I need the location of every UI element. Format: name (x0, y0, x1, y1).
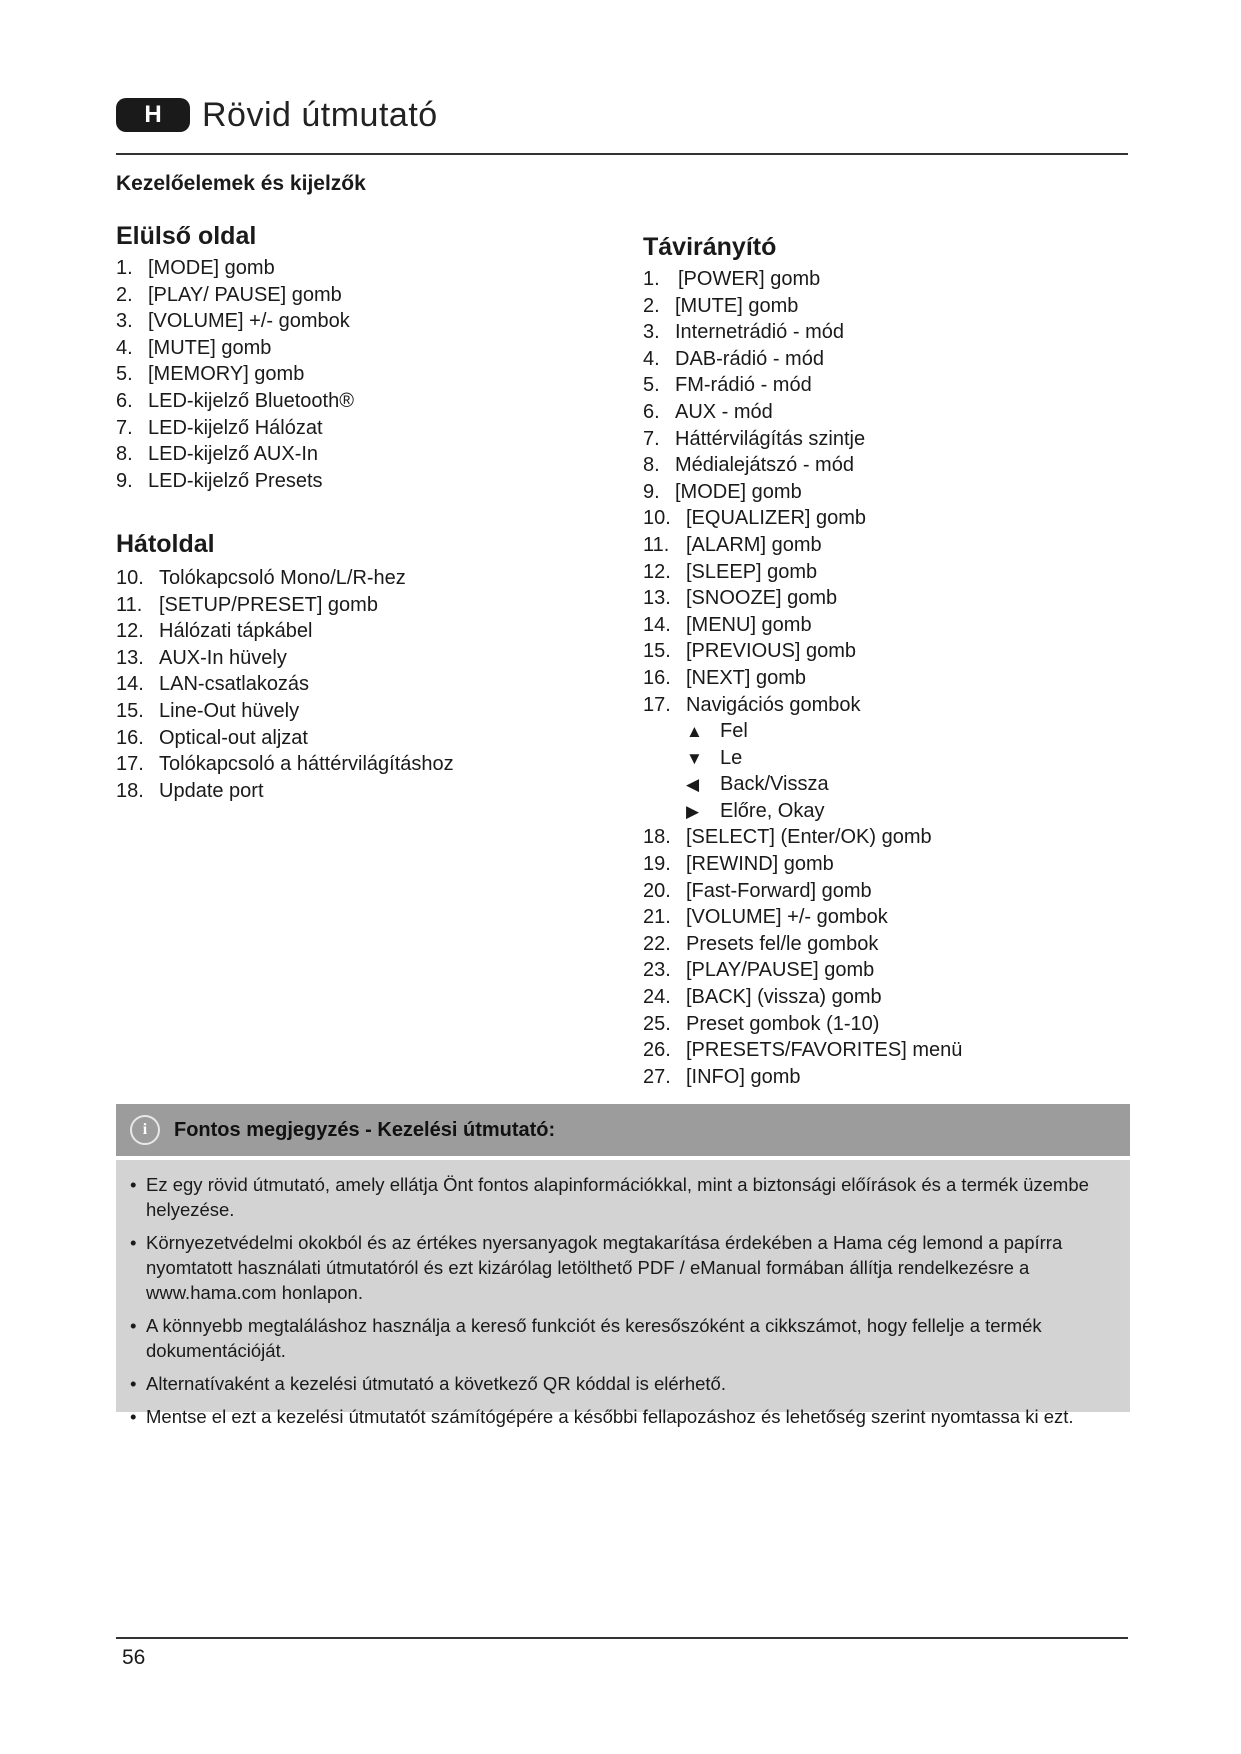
list-item: 9. [MODE] gomb (643, 480, 802, 503)
back-list (116, 565, 454, 804)
list-item: 10. [EQUALIZER] gomb (643, 507, 867, 530)
list-item: 6. LED-kijelző Bluetooth® (116, 389, 354, 412)
list-item: 16. Optical-out aljzat (116, 726, 308, 749)
list-item: 21. [VOLUME] +/- gombok (643, 906, 888, 929)
note-bullet: • Alternatívaként a kezelési útmutató a következő QR kóddal is elérhető. (130, 1371, 1116, 1396)
note-bullet: • Környezetvédelmi okokból és az értékes nyersanyagok megtakarítása érdekében a Hama cég lemond a papírra nyomtatott használati útmutatóról és ezt kizárólag letölthető PDF / eManual formában állítja rendelkezésre a www.hama.com honlapon. (130, 1230, 1116, 1305)
bottom-divider (116, 1637, 1128, 1639)
nav-sub-item: ▼ Le (643, 745, 962, 772)
list-item: 3. Internetrádió - mód (643, 321, 844, 344)
info-icon: i (130, 1115, 160, 1145)
nav-sub-item: ◀ Back/Vissza (643, 771, 962, 798)
nav-sub-item: ▶ Előre, Okay (643, 798, 962, 825)
list-item: 1. [POWER] gomb (643, 268, 821, 290)
note-bullet: • Ez egy rövid útmutató, amely ellátja Önt fontos alapinformációkkal, mint a biztonsági előírások és a termék üzembe helyezése. (130, 1172, 1116, 1222)
list-item: 20. [Fast-Forward] gomb (643, 879, 872, 902)
list-item: 6. AUX - mód (643, 400, 773, 423)
list-item: 8. Médialejátszó - mód (643, 454, 854, 477)
note-bullet: • Mentse el ezt a kezelési útmutatót számítógépére a későbbi fellapozáshoz és lehetőség szerint nyomtassa ki ezt. (130, 1404, 1116, 1429)
list-item: 26. [PRESETS/FAVORITES] menü (643, 1039, 963, 1062)
list-item: 18. [SELECT] (Enter/OK) gomb (643, 826, 932, 849)
remote-list (643, 266, 962, 1090)
arrow-left-icon: ◀ (686, 775, 700, 795)
remote-heading: Távirányító (643, 233, 777, 261)
list-item: 13. AUX-In hüvely (116, 646, 287, 669)
list-item: 18. Update port (116, 779, 264, 802)
note-title: Fontos megjegyzés - Kezelési útmutató: (174, 1118, 556, 1141)
list-item: 7. LED-kijelző Hálózat (116, 416, 323, 439)
remote-section (643, 233, 962, 1090)
page-header (116, 94, 438, 136)
page-title: Rövid útmutató (202, 95, 438, 134)
note-body (116, 1160, 1130, 1427)
list-item: 14. [MENU] gomb (643, 613, 812, 636)
list-item: 23. [PLAY/PAUSE] gomb (643, 959, 875, 982)
front-section (116, 222, 354, 494)
list-item: 24. [BACK] (vissza) gomb (643, 986, 882, 1009)
list-item: 8. LED-kijelző AUX-In (116, 443, 319, 466)
arrow-up-icon: ▲ (686, 722, 703, 742)
list-item: 15. [PREVIOUS] gomb (643, 640, 857, 663)
list-item: 10. Tolókapcsoló Mono/L/R-hez (116, 567, 406, 589)
language-badge: H (116, 98, 190, 132)
list-item: 25. Preset gombok (1-10) (643, 1012, 880, 1035)
list-item: 16. [NEXT] gomb (643, 666, 807, 689)
front-list (116, 255, 354, 494)
nav-sub-item: ▲ Fel (643, 718, 962, 745)
list-item: 2. [PLAY/ PAUSE] gomb (116, 283, 342, 306)
back-section (116, 530, 454, 804)
list-item: 3. [VOLUME] +/- gombok (116, 310, 350, 333)
note-bullets (130, 1172, 1116, 1429)
list-item: 11. [SETUP/PRESET] gomb (116, 593, 378, 616)
section-heading: Kezelőelemek és kijelzők (116, 172, 366, 195)
arrow-down-icon: ▼ (686, 748, 703, 768)
note-bullet: • A könnyebb megtaláláshoz használja a kereső funkciót és keresőszóként a cikkszámot, hogy fellelje a termék dokumentációját. (130, 1313, 1116, 1363)
list-item: 22. Presets fel/le gombok (643, 932, 879, 955)
list-item: 4. [MUTE] gomb (116, 336, 272, 359)
list-item: 15. Line-Out hüvely (116, 699, 300, 722)
list-item: 11. [ALARM] gomb (643, 533, 822, 556)
list-item: 27. [INFO] gomb (643, 1065, 801, 1088)
list-item: 14. LAN-csatlakozás (116, 673, 310, 696)
list-item: 17. Tolókapcsoló a háttérvilágításhoz (116, 753, 454, 776)
list-item: 9. LED-kijelző Presets (116, 469, 323, 492)
list-item: 5. [MEMORY] gomb (116, 363, 305, 386)
list-item: 12. [SLEEP] gomb (643, 560, 818, 583)
back-heading: Hátoldal (116, 530, 215, 558)
list-item: 17. Navigációs gombok (643, 693, 861, 716)
page-number: 56 (122, 1646, 146, 1669)
list-item: 1. [MODE] gomb (116, 257, 275, 279)
list-item: 13. [SNOOZE] gomb (643, 587, 838, 610)
list-item: 19. [REWIND] gomb (643, 853, 834, 876)
front-heading: Elülső oldal (116, 222, 257, 250)
arrow-right-icon: ▶ (686, 801, 700, 821)
list-item: 12. Hálózati tápkábel (116, 620, 313, 643)
list-item: 5. FM-rádió - mód (643, 374, 812, 397)
note-header (116, 1104, 1130, 1160)
list-item: 2. [MUTE] gomb (643, 294, 799, 317)
list-item: 7. Háttérvilágítás szintje (643, 427, 866, 450)
top-divider (116, 153, 1128, 155)
list-item: 4. DAB-rádió - mód (643, 347, 824, 370)
important-note-box (116, 1104, 1130, 1427)
